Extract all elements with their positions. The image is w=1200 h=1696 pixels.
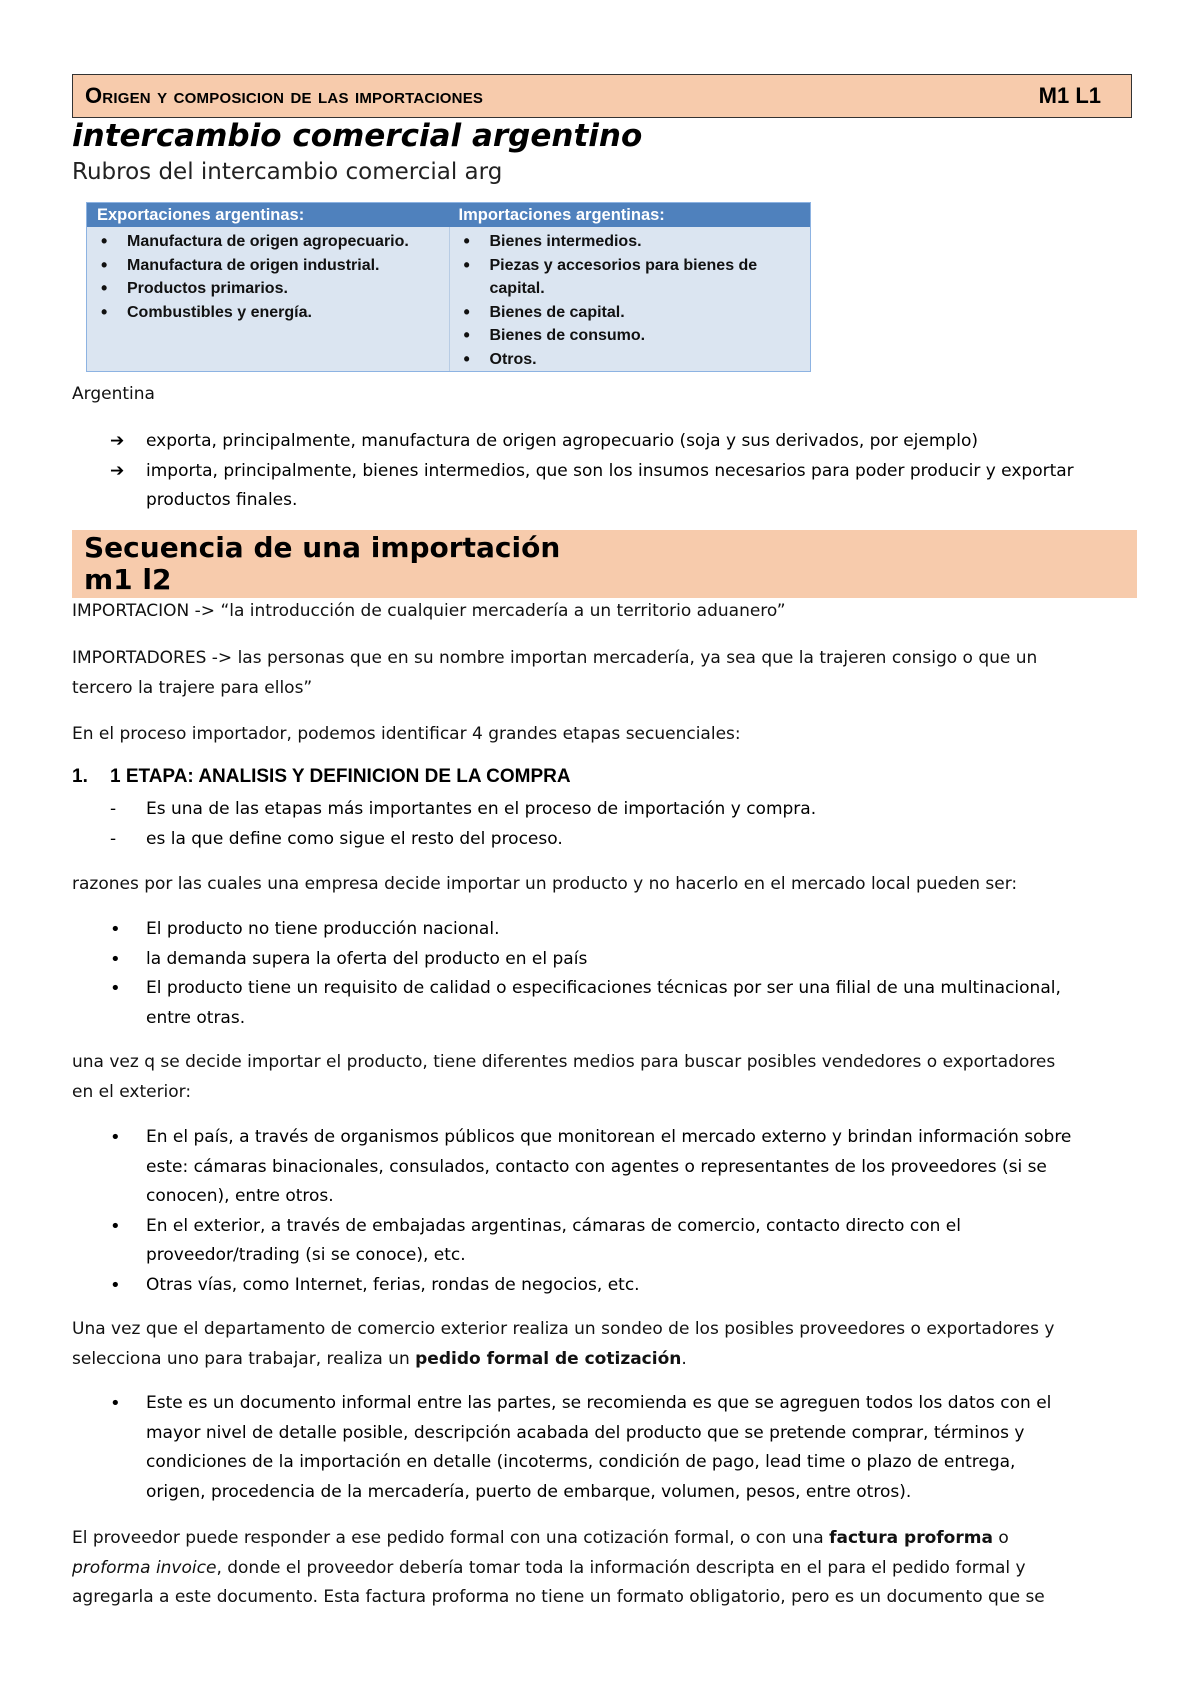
section-title: Secuencia de una importación m1 l2 <box>72 530 1137 598</box>
table-header-imports: Importaciones argentinas: <box>458 205 665 224</box>
lesson-title: Origen y composicion de las importaciones <box>85 83 484 108</box>
imports-column <box>449 227 811 371</box>
importacion-definition: IMPORTACION -> “la introducción de cualquier mercadería a un territorio aduanero” <box>72 601 786 621</box>
trade-table <box>86 202 811 372</box>
arrow-icon: ➔ <box>110 431 125 451</box>
list-item: • Este es un documento informal entre las partes, se recomienda es que se agreguen todos los datos con el mayor nivel de detalle posible, descripción acabada del producto que se pretende comprar, términos y condiciones de la importación en detalle (incoterms, condición de pago, lead time o plazo de entrega, origen, procedencia de la mercadería, puerto de embarque, volumen, pesos, entre otros). <box>110 1393 1052 1502</box>
exports-column <box>87 227 449 371</box>
list-item: • Combustibles y energía. <box>95 301 445 325</box>
list-item: • Manufactura de origen industrial. <box>95 254 445 278</box>
medios-paragraph: una vez q se decide importar el producto, tiene diferentes medios para buscar posibles vendedores o exportadores en el exterior: <box>72 1052 1056 1102</box>
sondeo-paragraph: Una vez que el departamento de comercio exterior realiza un sondeo de los posibles proveedores o exportadores y selecciona uno para trabajar, realiza un pedido formal de cotización. <box>72 1319 1055 1369</box>
importadores-definition: IMPORTADORES -> las personas que en su nombre importan mercadería, ya sea que la trajeren consigo o que un tercero la trajere para ellos” <box>72 648 1038 698</box>
proceso-paragraph: En el proceso importador, podemos identificar 4 grandes etapas secuenciales: <box>72 724 741 744</box>
list-item: • Bienes de capital. <box>458 301 807 325</box>
list-item: • Piezas y accesorios para bienes de capital. <box>458 254 807 301</box>
list-item: • Otros. <box>458 348 807 372</box>
argentina-label: Argentina <box>72 384 155 404</box>
proveedor-paragraph: El proveedor puede responder a ese pedido formal con una cotización formal, o con una factura proforma o proforma invoice, donde el proveedor debería tomar toda la información descripta en el para el pedido formal y agregarla a este documento. Esta factura proforma no tiene un formato obligatorio, pero es un documento que se <box>72 1528 1045 1607</box>
table-header-exports: Exportaciones argentinas: <box>97 205 305 224</box>
list-item: ➔ importa, principalmente, bienes intermedios, que son los insumos necesarios para poder producir y exportar productos finales. <box>72 457 1142 516</box>
etapa-dash-list <box>72 795 1142 854</box>
page-title: intercambio comercial argentino <box>72 118 643 154</box>
list-item: • Bienes intermedios. <box>458 230 807 254</box>
list-item: - es la que define como sigue el resto del proceso. <box>110 828 563 849</box>
list-item: • la demanda supera la oferta del producto en el país <box>110 948 588 970</box>
lesson-header <box>72 74 1132 118</box>
list-item: • El producto tiene un requisito de calidad o especificaciones técnicas por ser una filial de una multinacional, entre otras. <box>110 978 1061 1028</box>
list-item: • El producto no tiene producción nacional. <box>110 919 500 940</box>
list-item: • En el exterior, a través de embajadas argentinas, cámaras de comercio, contacto directo con el proveedor/trading (si se conoce), etc. <box>110 1215 961 1265</box>
list-item: • Otras vías, como Internet, ferias, rondas de negocios, etc. <box>110 1274 640 1296</box>
list-item: - Es una de las etapas más importantes en el proceso de importación y compra. <box>110 799 817 819</box>
arrow-icon: ➔ <box>110 460 125 481</box>
razones-paragraph: razones por las cuales una empresa decide importar un producto y no hacerlo en el mercado local pueden ser: <box>72 874 1018 894</box>
argentina-arrow-list <box>72 427 1142 516</box>
table-body <box>87 227 810 371</box>
medios-list <box>72 1123 1142 1300</box>
lesson-code: M1 L1 <box>1038 83 1101 108</box>
etapa-heading: 1. 1 ETAPA: ANALISIS Y DEFINICION DE LA COMPRA <box>72 766 571 787</box>
list-item: • Productos primarios. <box>95 277 445 301</box>
list-item: • En el país, a través de organismos públicos que monitorean el mercado externo y brindan información sobre este: cámaras binacionales, consulados, contacto con agentes o representantes de los proveedores (si se conocen), entre otros. <box>110 1127 1072 1206</box>
list-item: ➔ exporta, principalmente, manufactura de origen agropecuario (soja y sus derivados, por ejemplo) <box>72 427 1142 457</box>
list-item: • Bienes de consumo. <box>458 324 807 348</box>
page-subtitle: Rubros del intercambio comercial arg <box>72 159 503 185</box>
razones-list <box>72 915 1142 1033</box>
documento-list <box>72 1389 1142 1507</box>
table-header <box>87 203 810 227</box>
list-item: • Manufactura de origen agropecuario. <box>95 230 445 254</box>
